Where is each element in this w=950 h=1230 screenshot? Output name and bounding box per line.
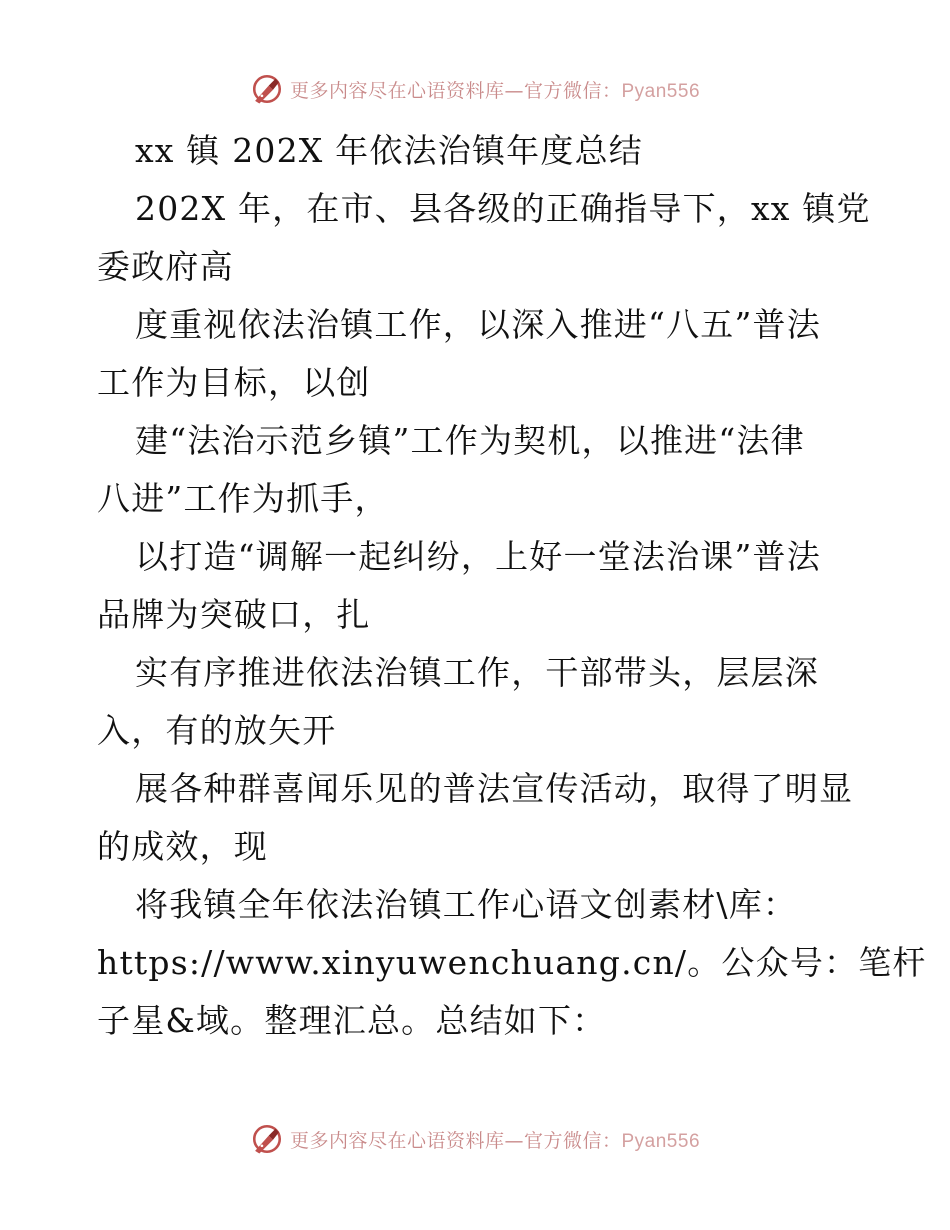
- paragraph-line: 将我镇全年依法治镇工作心语文创素材\库：: [135, 885, 798, 924]
- paragraph-line: 子星&域。整理汇总。总结如下：: [97, 1001, 607, 1040]
- watermark-text: 更多内容尽在心语资料库—官方微信：Pyan556: [289, 79, 701, 102]
- paragraph-line: 度重视依法治镇工作，以深入推进“八五”普法: [135, 305, 821, 344]
- paragraph-line: 以打造“调解一起纠纷，上好一堂法治课”普法: [135, 537, 821, 576]
- paragraph-line: 的成效，现: [97, 827, 268, 866]
- footer-watermark: [0, 1122, 950, 1156]
- paragraph-line: 建“法治示范乡镇”工作为契机，以推进“法律: [135, 421, 805, 460]
- paragraph-line: 202X 年，在市、县各级的正确指导下，xx 镇党: [135, 189, 871, 228]
- header-watermark: [0, 72, 950, 106]
- document-title: xx 镇 202X 年依法治镇年度总结: [135, 131, 643, 170]
- paragraph-line: https://www.xinyuwenchuang.cn/。公众号：笔杆: [97, 943, 927, 982]
- paragraph-line: 入，有的放矢开: [97, 711, 337, 750]
- paragraph-line: 工作为目标，以创: [97, 363, 371, 402]
- paragraph-line: 品牌为突破口，扎: [97, 595, 371, 634]
- paragraph-line: 委政府高: [97, 247, 234, 286]
- document-body: [97, 122, 927, 1050]
- paragraph-line: 展各种群喜闻乐见的普法宣传活动，取得了明显: [135, 769, 854, 808]
- paragraph-line: 实有序推进依法治镇工作，干部带头，层层深: [135, 653, 819, 692]
- watermark-text: 更多内容尽在心语资料库—官方微信：Pyan556: [289, 1129, 701, 1152]
- pen-logo-icon: [250, 72, 284, 106]
- pen-logo-icon: [250, 1122, 284, 1156]
- paragraph-line: 八进”工作为抓手，: [97, 479, 389, 518]
